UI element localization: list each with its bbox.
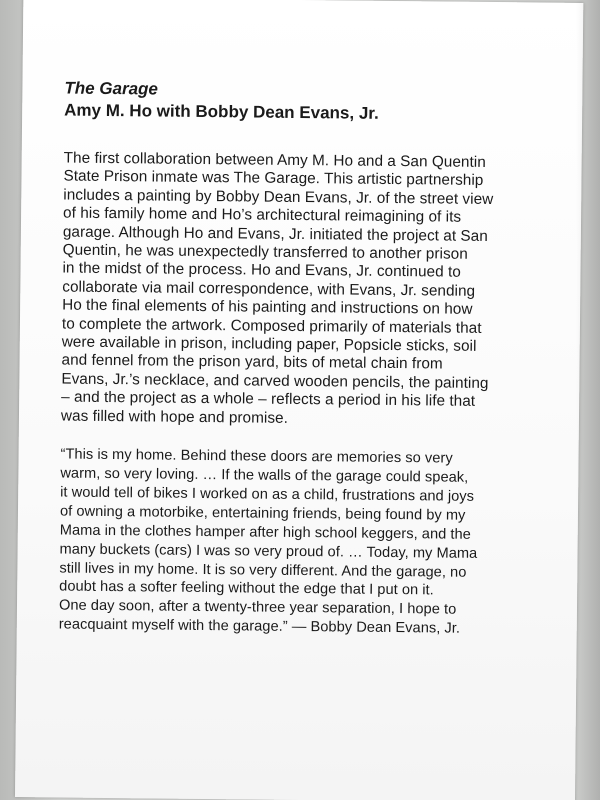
quote-line: “This is my home. Behind these doors are memories so very (60, 446, 453, 467)
quote-line: reacquaint myself with the garage.” — Bobby Dean Evans, Jr. (58, 616, 461, 637)
description-line: – and the project as a whole – reflects a period in his life that (61, 388, 476, 411)
description-line: in the midst of the process. Ho and Evans, Jr. continued to (62, 259, 461, 282)
quote-line: doubt has a softer feeling without the edge that I put on it. (59, 578, 434, 599)
description-line: was filled with hope and promise. (60, 407, 289, 427)
quote-line: Mama in the clothes hamper after high school keggers, and the (59, 522, 471, 543)
description-line: Quentin, he was unexpectedly transferred to another prison (62, 241, 468, 263)
description-line: Evans, Jr.’s necklace, and carved wooden pencils, the painting (61, 370, 489, 392)
description-line: and fennel from the prison yard, bits of metal chain from (61, 351, 443, 373)
artwork-title: The Garage (64, 78, 159, 99)
quote-line: warm, so very loving. … If the walls of the garage could speak, (60, 465, 469, 486)
description-line: of his family home and Ho’s architectural reimagining of its (63, 204, 462, 226)
description-line: garage. Although Ho and Evans, Jr. initiated the project at San (62, 223, 488, 245)
wall-placard (15, 0, 583, 800)
quote-line: it would tell of bikes I worked on as a child, frustrations and joys (60, 484, 475, 505)
quote-line: One day soon, after a twenty-three year separation, I hope to (58, 597, 457, 618)
description-line: State Prison inmate was The Garage. This artistic partnership (63, 167, 484, 190)
description-line: were available in prison, including paper, Popsicle sticks, soil (61, 333, 477, 355)
placard-content (59, 78, 545, 640)
description-line: to complete the artwork. Composed primarily of materials that (61, 315, 482, 337)
wall-shadow (576, 0, 600, 800)
description-paragraph (61, 150, 544, 431)
description-line: Ho the final elements of his painting and instructions on how (62, 296, 473, 319)
description-line: The first collaboration between Amy M. Ho and a San Quentin (63, 149, 486, 171)
quote-line: of owning a motorbike, entertaining friends, being found by my (59, 503, 466, 524)
description-line: includes a painting by Bobby Dean Evans, Jr. of the street view (63, 186, 494, 208)
quote-line: still lives in my home. It is so very different. And the garage, no (59, 560, 467, 581)
artist-credit: Amy M. Ho with Bobby Dean Evans, Jr. (64, 100, 379, 123)
quote-paragraph (59, 446, 541, 640)
description-line: collaborate via mail correspondence, with Evans, Jr. sending (62, 278, 476, 300)
quote-line: many buckets (cars) I was so very proud of. … Today, my Mama (59, 541, 478, 562)
